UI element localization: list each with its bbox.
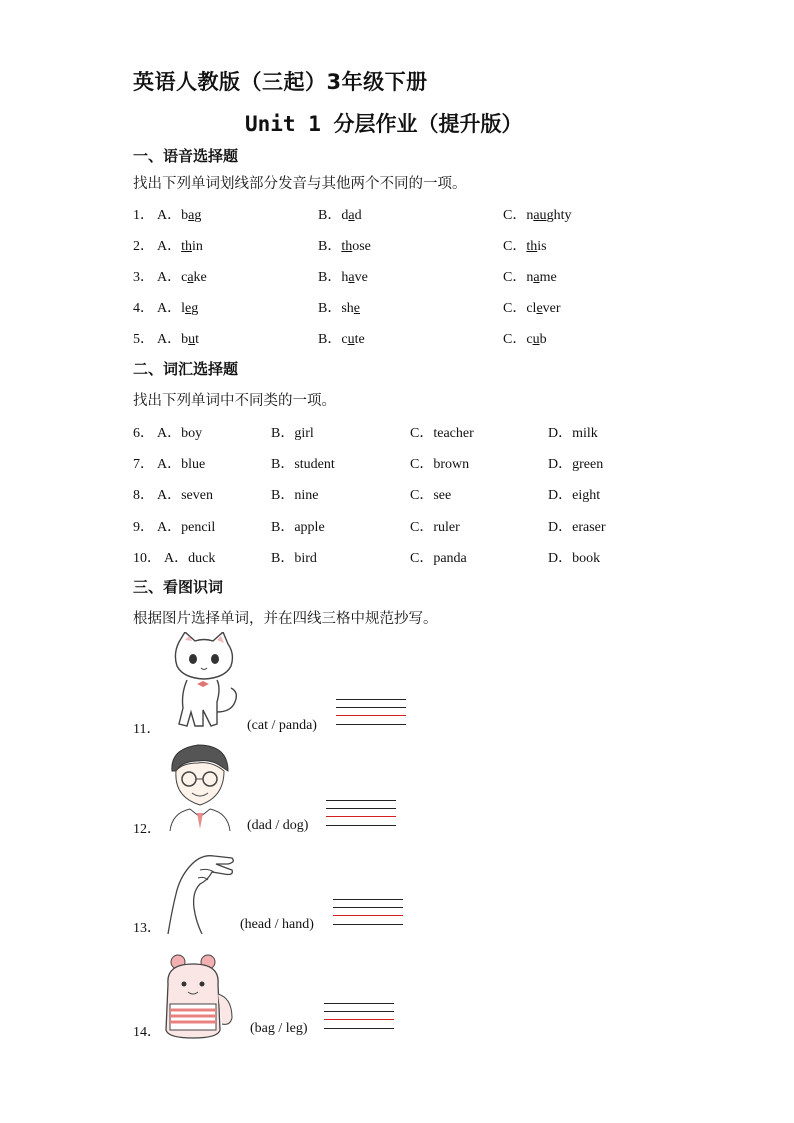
option-text: me [539, 270, 557, 285]
underlined-part: a [348, 270, 355, 285]
question-row [0, 235, 794, 257]
question-11-hint: (cat / panda) [247, 718, 317, 733]
section3-heading: 三、看图识词 [133, 578, 224, 596]
option-text: C．n [503, 270, 534, 285]
underlined-part: au [533, 208, 547, 223]
option-text: C．c [503, 332, 533, 347]
question-number: 6． [133, 426, 154, 441]
option-text: B．h [318, 270, 349, 285]
question-number: 5． [133, 332, 154, 347]
question-13-hint: (head / hand) [240, 917, 314, 932]
option-text: A．b [157, 332, 189, 347]
question-11-number: 11． [133, 722, 161, 737]
cat-icon [165, 632, 243, 730]
option-b[interactable] [318, 204, 362, 224]
question-row [0, 297, 794, 319]
option-text: A．c [157, 270, 188, 285]
option-b[interactable]: B．girl [271, 426, 314, 441]
option-text: ose [352, 239, 371, 254]
question-14-number: 14． [133, 1025, 161, 1040]
underlined-part: e [185, 301, 192, 316]
option-a[interactable] [157, 235, 203, 255]
option-a[interactable]: A．boy [157, 426, 203, 441]
question-row [0, 204, 794, 226]
option-text: b [539, 332, 547, 347]
question-number: 4． [133, 301, 154, 316]
underlined-part: th [526, 239, 538, 254]
option-text: C． [503, 239, 527, 254]
question-number: 3． [133, 270, 154, 285]
option-a[interactable]: A．duck [164, 551, 216, 566]
question-14-hint: (bag / leg) [250, 1021, 308, 1036]
option-b[interactable]: B．bird [271, 551, 317, 566]
document-title: 英语人教版（三起）3年级下册 [133, 70, 428, 94]
option-a[interactable] [157, 328, 199, 348]
hand-icon [162, 850, 238, 934]
question-12-hint: (dad / dog) [247, 818, 309, 833]
option-a[interactable]: A．pencil [157, 520, 216, 535]
underlined-part: e [536, 301, 543, 316]
question-12-number: 12． [133, 822, 161, 837]
option-d[interactable]: D．milk [548, 426, 598, 441]
option-b[interactable] [318, 235, 371, 255]
option-c[interactable]: C．panda [410, 551, 467, 566]
question-row [0, 547, 794, 569]
option-b[interactable] [318, 266, 368, 286]
underlined-part: a [187, 270, 194, 285]
option-text: B．c [318, 332, 348, 347]
section1-instruction: 找出下列单词划线部分发音与其他两个不同的一项。 [133, 176, 467, 192]
option-c[interactable] [503, 204, 571, 224]
option-text: A． [157, 239, 182, 254]
question-number: 7． [133, 457, 154, 472]
underlined-part: e [353, 301, 361, 316]
document-subtitle: Unit 1 分层作业（提升版） [245, 112, 523, 136]
option-b[interactable]: B．student [271, 457, 335, 472]
option-b[interactable]: B．apple [271, 520, 325, 535]
question-11-writing-lines[interactable] [336, 699, 406, 725]
question-row [0, 484, 794, 506]
question-row [0, 453, 794, 475]
option-text: B．sh [318, 301, 354, 316]
underlined-part: th [341, 239, 353, 254]
option-a[interactable] [157, 204, 201, 224]
option-b[interactable] [318, 328, 365, 348]
underlined-part: u [188, 332, 196, 347]
underlined-part: a [533, 270, 540, 285]
question-number: 1． [133, 208, 154, 223]
man-icon [162, 741, 238, 831]
option-text: g [194, 208, 202, 223]
option-c[interactable] [503, 297, 561, 317]
underlined-part: a [188, 208, 195, 223]
option-a[interactable]: A．seven [157, 488, 213, 503]
option-a[interactable] [157, 297, 198, 317]
question-row [0, 266, 794, 288]
option-text: g [191, 301, 199, 316]
section1-heading: 一、语音选择题 [133, 147, 239, 165]
option-text: ve [354, 270, 368, 285]
option-text: is [537, 239, 547, 254]
option-d[interactable]: D．eraser [548, 520, 606, 535]
option-d[interactable]: D．book [548, 551, 601, 566]
question-row [0, 328, 794, 350]
backpack-icon [160, 954, 242, 1040]
option-c[interactable] [503, 328, 547, 348]
question-number: 9． [133, 520, 154, 535]
option-text: ke [193, 270, 207, 285]
option-text: C．n [503, 208, 534, 223]
question-13-writing-lines[interactable] [333, 899, 403, 925]
option-b[interactable] [318, 297, 360, 317]
option-text: ghty [546, 208, 572, 223]
option-c[interactable] [503, 235, 547, 255]
section2-heading: 二、词汇选择题 [133, 360, 239, 378]
option-c[interactable]: C．teacher [410, 426, 474, 441]
section3-instruction: 根据图片选择单词，并在四线三格中规范抄写。 [133, 611, 438, 627]
option-c[interactable]: C．brown [410, 457, 470, 472]
option-text: B．d [318, 208, 349, 223]
question-row [0, 422, 794, 444]
question-row [0, 516, 794, 538]
option-text: A．l [157, 301, 185, 316]
option-text: in [192, 239, 203, 254]
option-text: B． [318, 239, 342, 254]
option-text: ver [542, 301, 561, 316]
option-a[interactable] [157, 266, 207, 286]
option-text: d [354, 208, 362, 223]
option-d[interactable]: D．green [548, 457, 604, 472]
option-c[interactable] [503, 266, 557, 286]
option-b[interactable]: B．nine [271, 488, 319, 503]
option-text: te [354, 332, 365, 347]
question-number: 2． [133, 239, 154, 254]
underlined-part: th [181, 239, 193, 254]
underlined-part: u [347, 332, 355, 347]
option-a[interactable]: A．blue [157, 457, 206, 472]
question-13-number: 13． [133, 921, 161, 936]
option-c[interactable]: C．ruler [410, 520, 460, 535]
underlined-part: u [532, 332, 540, 347]
option-text: C．cl [503, 301, 537, 316]
section2-instruction: 找出下列单词中不同类的一项。 [133, 393, 336, 409]
question-12-writing-lines[interactable] [326, 800, 396, 826]
underlined-part: a [348, 208, 355, 223]
option-text: t [195, 332, 200, 347]
option-c[interactable]: C．see [410, 488, 452, 503]
question-14-writing-lines[interactable] [324, 1003, 394, 1029]
option-text: A．b [157, 208, 189, 223]
question-number: 10． [133, 551, 161, 566]
option-d[interactable]: D．eight [548, 488, 601, 503]
question-number: 8． [133, 488, 154, 503]
